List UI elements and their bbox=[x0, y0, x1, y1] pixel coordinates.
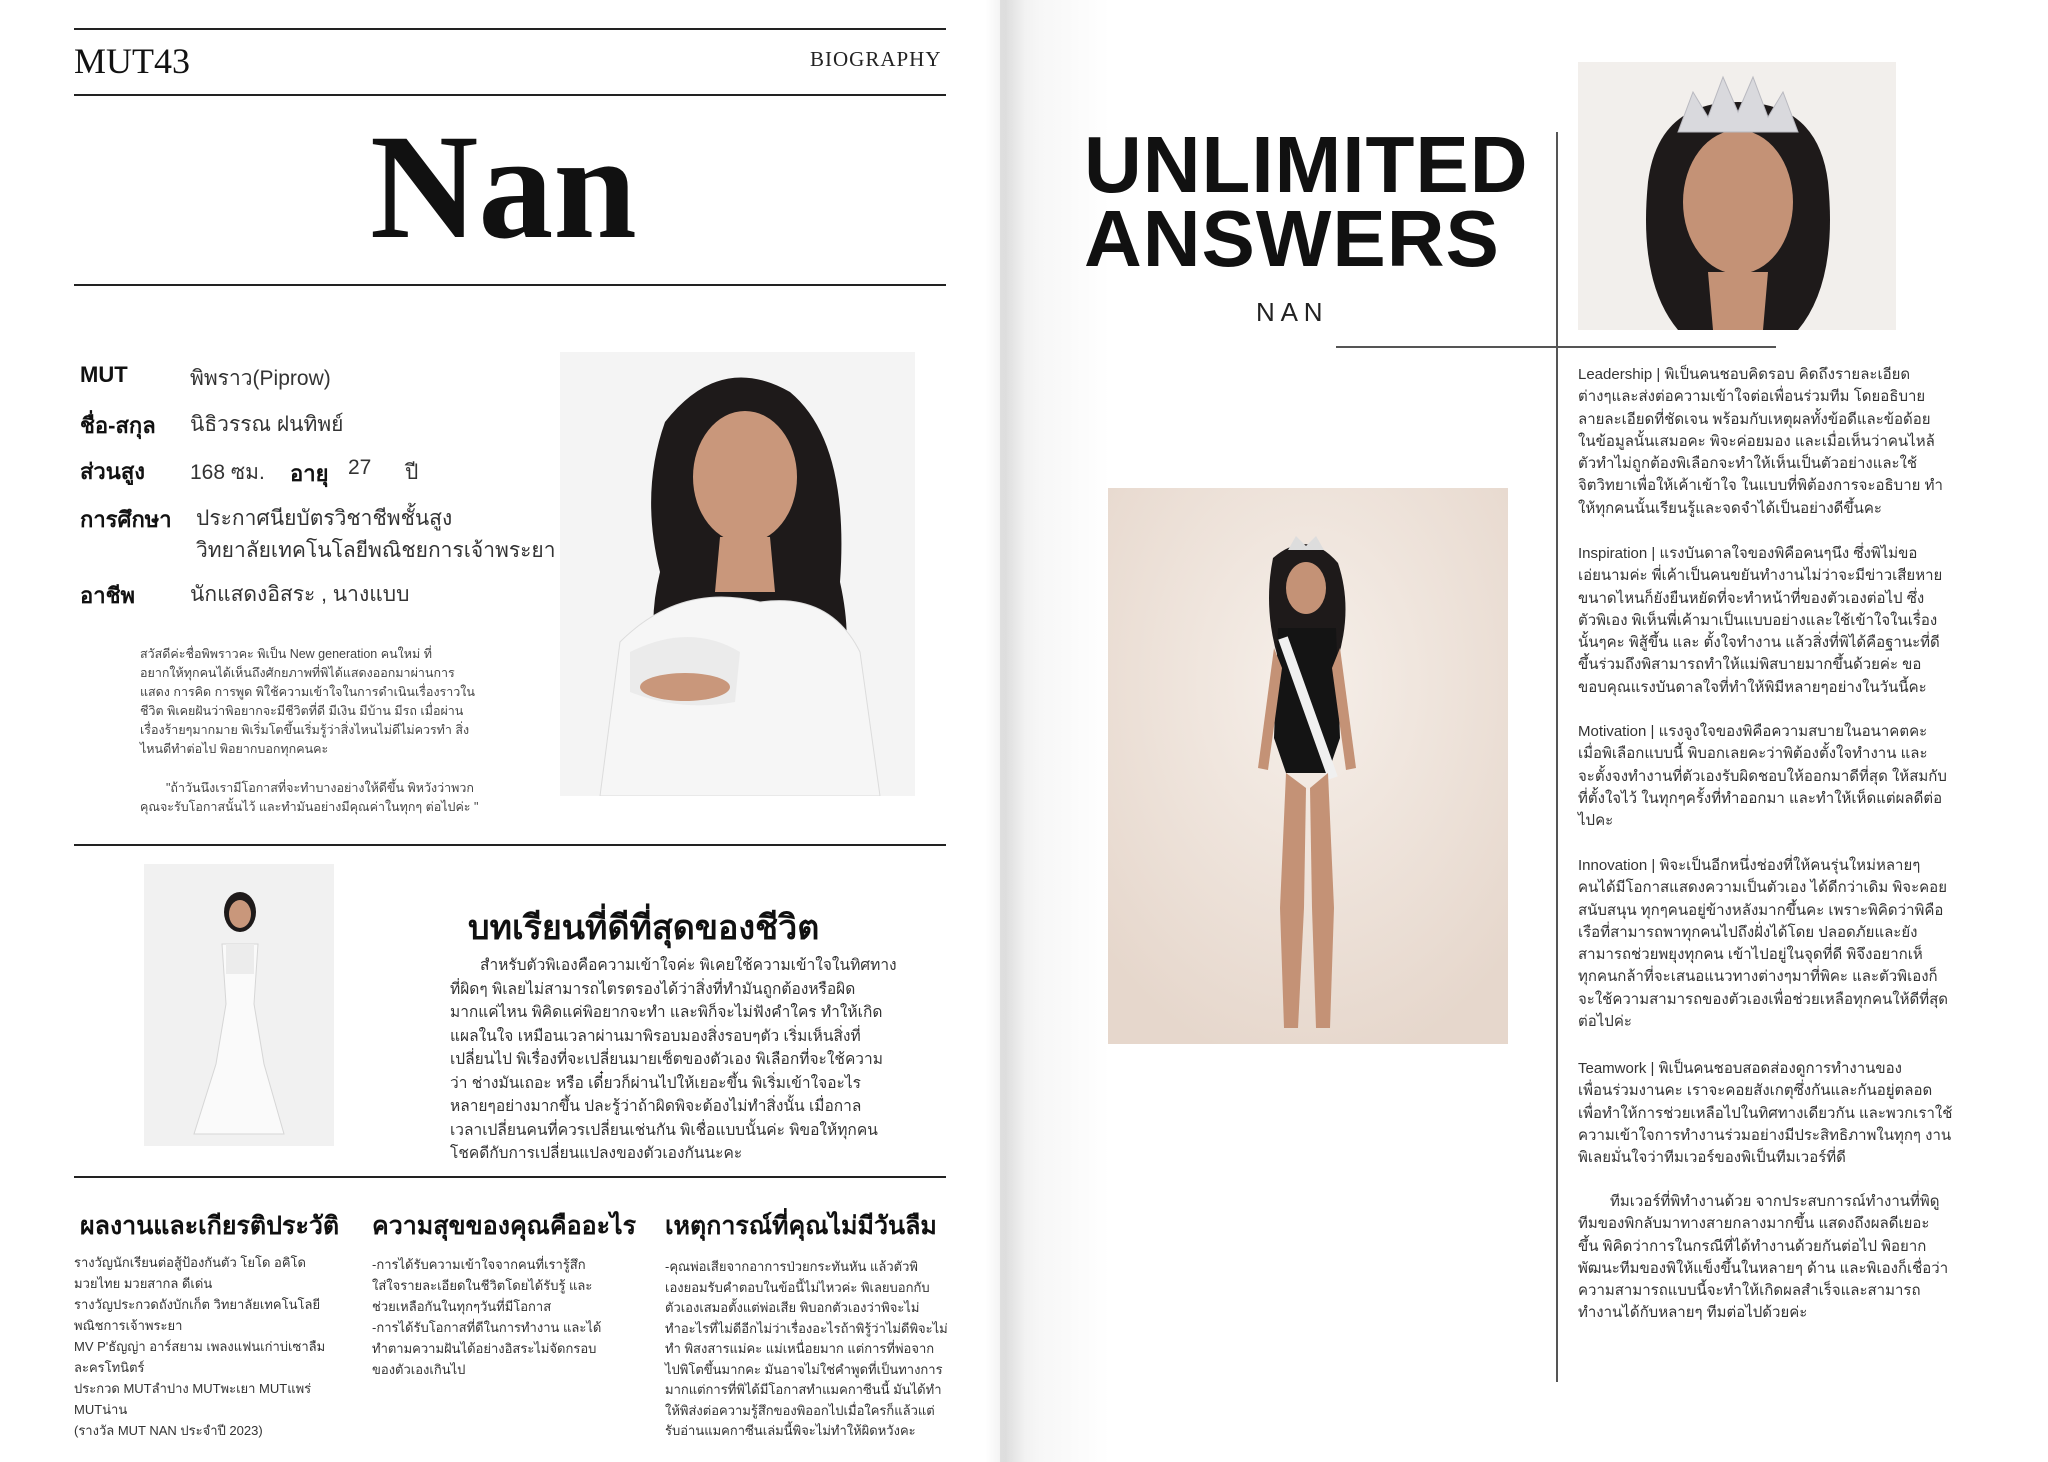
fullname-value: นิธิวรรณ ฝนทิพย์ bbox=[190, 413, 344, 436]
portrait-photo bbox=[560, 352, 915, 796]
education-value-1: ประกาศนียบัตรวิชาชีพชั้นสูง bbox=[196, 507, 453, 530]
education-label: การศึกษา bbox=[80, 507, 172, 532]
unforgettable-text: -คุณพ่อเสียจากอาการป่วยกระทันหัน แล้วตัวพิ เองยอมรับคำตอบในข้อนี้ไม่ไหวค่ะ พิเลยบอกกับ ตัวเองเสมอตั้งแต่พ่อเสีย พิบอกตัวเองว่าพิจะไม่ ทำอะไรที่ไม่ดีอีกไม่ว่าเรื่องอะไรถ้าพิรู้ว่าไม่ดีพิจะไม่ ทำ พิสงสารแม่คะ แม่เหนื่อยมาก แต่การที่พ่อจาก ไปพิโตขึ้นมากคะ มันอาจไม่ใช่คำพูดที่เป็นทางการ มากแต่การที่พิได้มีโอกาสทำแมคกาซีนนี้ มันได้ทำ ให้พิส่งต่อความรู้สึกของพิออกไปเมื่อใครก็แล้วแต่ รับอ่านแมคกาซีนเล่มนี้พิจะไม่ทำให้ผิดหวังคะ bbox=[665, 1259, 948, 1438]
fullname-label: ชื่อ-สกุล bbox=[80, 413, 156, 438]
awards-text: รางวัญนักเรียนต่อสู้ป้องกันตัว โยโด อคิโด มวยไทย มวยสากล ดีเด่น รางวัญประกวดถังบักเก็ต วิทยาลัยเทคโนโลยี พณิชการเจ้าพระยา MV P'ธัญญ่า อาร์สยาม เพลงแฟนเก่าบ่เซาลืม ละครโทนิตร์ ประกวด MUTลำปาง MUTพะเยา MUTแพร่ MUTน่าน (รางวัล MUT NAN ประจำปี 2023) bbox=[74, 1255, 326, 1438]
mut-value: พิพราว(Piprow) bbox=[190, 367, 331, 390]
leadership-text: Leadership | พิเป็นคนชอบคิดรอบ คิดถึงรายละเอียด ต่างๆและส่งต่อความเข้าใจต่อเพื่อนร่วมทีม โดยอธิบาย ลายละเอียดที่ชัดเจน พร้อมกับเหตุผลทั้งข้อดีและข้อด้อย ในข้อมูลนั้นเสมอคะ พิจะค่อยมอง และเมื่อเห็นว่าคนไหล้ ตัวทำไม่ถูกต้องพิเลือกจะทำให้เห็นเป็นตัวอย่างและใช้ จิตวิทยาเพื่อให้เค้าเข้าใจ ในแบบที่พิต้องการจะอธิบาย ทำ ให้ทุกคนนั้นเรียนรู้และจดจำได้เป็นอย่างดีขึ้นคะ bbox=[1578, 366, 1943, 517]
section-label: BIOGRAPHY bbox=[810, 47, 942, 71]
age-value: 27 bbox=[348, 456, 372, 479]
gown-photo bbox=[144, 864, 334, 1146]
swimsuit-illustration bbox=[1108, 488, 1508, 1044]
awards-title: ผลงานและเกียรติประวัติ bbox=[80, 1211, 340, 1240]
portrait-illustration bbox=[560, 352, 915, 796]
headline-line-1: UNLIMITED bbox=[1084, 120, 1529, 209]
height-value: 168 ซม. bbox=[190, 461, 265, 484]
closing-text: ทีมเวอร์ที่พิทำงานด้วย จากประสบการณ์ทำงานที่พิดู ทีมของพิกลับมาทางสายกลางมากขึ้น แสดงถึงผลดีเยอะ ขึ้น พิคิดว่าการในกรณีที่ได้ทำงานด้วยกันต่อไป พิอยาก พัฒนะทีมของพิให้แข็งขึ้นในหลายๆ ด้าน และพิเองก็เชื่อว่า ความสามารถแบบนี้จะทำให้เกิดผลสำเร็จและสามารถ ทำงานได้กับหลายๆ ทีมต่อไปด้วยค่ะ bbox=[1578, 1193, 1949, 1322]
swimsuit-photo bbox=[1108, 488, 1508, 1044]
age-unit: ปี bbox=[405, 461, 419, 484]
innovation-text: Innovation | พิจะเป็นอีกหนึ่งช่องที่ให้คนรุ่นใหม่หลายๆ คนได้มีโอกาสแสดงความเป็นตัวเอง ได้ดีกว่าเดิม พิจะคอย สนับสนุน ทุกๆคนอยู่ข้างหลังมากขึ้นคะ เพราะพิคิดว่าพิคือ เรือที่สามารถพาทุกคนไปถึงฝั่งได้โดย ปลอดภัยและยัง สามารถช่วยพยุงทุกคน เข้าไปอยู่ในจุดที่ดี พิจึงอยากเห็ ทุกคนกล้าที่จะเสนอแนวทางต่างๆมาที่พิคะ และตัวพิเองก็ จะใช้ความสามารถของตัวเองเพื่อช่วยเหลือทุกคนให้ดีที่สุด ต่อไปค่ะ bbox=[1578, 857, 1948, 1031]
lesson-text: สำหรับตัวพิเองคือความเข้าใจค่ะ พิเคยใช้ความเข้าใจในทิศทาง ที่ผิดๆ พิเลยไม่สามารถไตรตรองได้ว่าสิ่งที่ทำมันถูกต้องหรือผิด มากแค่ไหน พิคิดแค่พิอยากจะทำ และพิก็จะไม่ฟังคำใคร ทำให้เกิด แผลในใจ เหมือนเวลาผ่านมาพิรอบมองสิ่งรอบๆตัว เริ่มเห็นสิ่งที่ เปลี่ยนไป พิเรื่องที่จะเปลี่ยนมายเซ็ตของตัวเอง พิเลือกที่จะใช้ความ ว่า ช่างมันเถอะ หรือ เดี๋ยวก็ผ่านไปให้เยอะขึ้น พิเริ่มเข้าใจอะไร หลายๆอย่างมากขึ้น ปละรู้ว่าถ้าผิดพิจะต้องไม่ทำสิ่งนั้น เมื่อกาล เวลาเปลี่ยนคนที่ควรเปลี่ยนเช่นกัน พิเชื่อแบบนั้นค่ะ พิขอให้ทุกคน โชคดีกับการเปลี่ยนแปลงของตัวเองกันนะคะ bbox=[450, 957, 897, 1162]
height-label: ส่วนสูง bbox=[80, 459, 145, 484]
title-rule bbox=[74, 284, 946, 286]
lesson-title: บทเรียนที่ดีที่สุดของชีวิต bbox=[468, 908, 820, 948]
happiness-text: -การได้รับความเข้าใจจากคนที่เรารู้สึก ใส่ใจรายละเอียดในชีวิตโดยได้รับรู้ และ ช่วยเหลือกันในทุกๆวันที่มีโอกาส -การได้รับโอกาสที่ดีในการทำงาน และได้ ทำตามความฝันได้อย่างอิสระไม่จัดกรอบ ของตัวเองเกินไป bbox=[372, 1257, 602, 1377]
header-rule bbox=[74, 94, 946, 96]
mut-label: MUT bbox=[80, 362, 128, 387]
age-label: อายุ bbox=[290, 461, 329, 486]
gown-illustration bbox=[144, 864, 334, 1146]
occupation-value: นักแสดงอิสระ , นางแบบ bbox=[190, 583, 410, 606]
crown-portrait-illustration bbox=[1578, 62, 1896, 330]
teamwork-text: Teamwork | พิเป็นคนชอบสอดส่องดูการทำงานของ เพื่อนร่วมงานคะ เราจะคอยสังเกตุซึ่งกันและกันอยู่ตลอด เพื่อทำให้การช่วยเหลือไปในทิศทางเดียวกัน และพวกเราใช้ ความเข้าใจการทำงานร่วมอย่างมีประสิทธิภาพในทุกๆ งาน พิเลยมั่นใจว่าทีมเวอร์ของพิเป็นทีมเวอร์ที่ดี bbox=[1578, 1060, 1953, 1167]
intro-paragraph: สวัสดีค่ะชื่อพิพราวคะ พิเป็น New generation คนใหม่ ที่ อยากให้ทุกคนได้เห็นถึงศักยภาพที่พิได้แสดงออกมาผ่านการ แสดง การคิด การพูด พิใช้ความเข้าใจในการดำเนินเรื่องราวใน ชีวิต พิเคยฝันว่าพิอยากจะมีชีวิตที่ดี มีเงิน มีบ้าน มีรถ เมื่อผ่าน เรื่องร้ายๆมากมาย พิเริ่มโตขึ้นเริ่มรู้ว่าสิ่งไหนไม่ดีไม่ควรทำ สิ่ง ไหนดีทำต่อไป พิอยากบอกทุกคนคะ bbox=[140, 647, 475, 756]
education-value-2: วิทยาลัยเทคโนโลยีพณิชยการเจ้าพระยา bbox=[196, 539, 556, 562]
headline-line-2: ANSWERS bbox=[1084, 194, 1500, 283]
inspiration-text: Inspiration | แรงบันดาลใจของพิคือคนๆนึง ซึ่งพิไม่ขอ เอ่ยนามค่ะ พี่เค้าเป็นคนขยันทำงานไม่ว่าจะมีข่าวเสียหาย ขนาดไหนก็ยังยืนหยัดที่จะทำหน้าที่ของตัวเองต่อไป ซึ่ง ตัวพิเอง พิเห็นพี่เค้ามาเป็นแบบอย่างและใช้เข้าใจในเรื่อง นั้นๆคะ พิสู้ขึ้น และ ตั้งใจทำงาน แล้วสิ่งที่พิได้คือฐานะที่ดี ขึ้นร่วมถึงพิสามารถทำให้แม่พิสบายมากขึ้นด้วยค่ะ ขอ ขอบคุณแรงบันดาลใจที่ทำให้พิมีหลายๆอย่างในวันนี้คะ bbox=[1578, 545, 1943, 696]
headline-subtitle: N A N bbox=[1256, 297, 1323, 327]
top-rule bbox=[74, 28, 946, 30]
book-gutter bbox=[985, 0, 1025, 1462]
vertical-divider bbox=[1556, 132, 1558, 1382]
motivation-text: Motivation | แรงจูงใจของพิคือความสบายในอนาคตคะ เมื่อพิเลือกแบบนี้ พิบอกเลยคะว่าพิต้องตั้งใจทำงาน และ จะตั้งจงทำงานที่ตัวเองรับผิดชอบให้ออกมาดีที่สุด ให้สมกับ ที่ตั้งใจไว้ ในทุกๆครั้งที่ทำออกมา และทำให้เห็ดแต่ผลดีต่อ ไปคะ bbox=[1578, 723, 1947, 830]
page-title: Nan bbox=[370, 104, 637, 270]
occupation-label: อาชีพ bbox=[80, 583, 135, 608]
intro-quote: "ถ้าวันนึงเรามีโอกาสที่จะทำบางอย่างให้ดีขึ้น พิหวังว่าพวก คุณจะรับโอกาสนั้นไว้ และทำมันอย่างมีคุณค่าในทุกๆ ต่อไปค่ะ " bbox=[140, 781, 479, 814]
headline bbox=[1084, 120, 1529, 283]
mid-rule bbox=[74, 844, 946, 846]
bottom-rule bbox=[74, 1176, 946, 1178]
crown-portrait-photo bbox=[1578, 62, 1896, 330]
unforgettable-title: เหตุการณ์ที่คุณไม่มีวันลืม bbox=[665, 1211, 937, 1240]
magazine-brand: MUT43 bbox=[74, 41, 190, 81]
happiness-title: ความสุขของคุณคืออะไร bbox=[372, 1211, 637, 1240]
horizontal-divider bbox=[1336, 346, 1776, 348]
